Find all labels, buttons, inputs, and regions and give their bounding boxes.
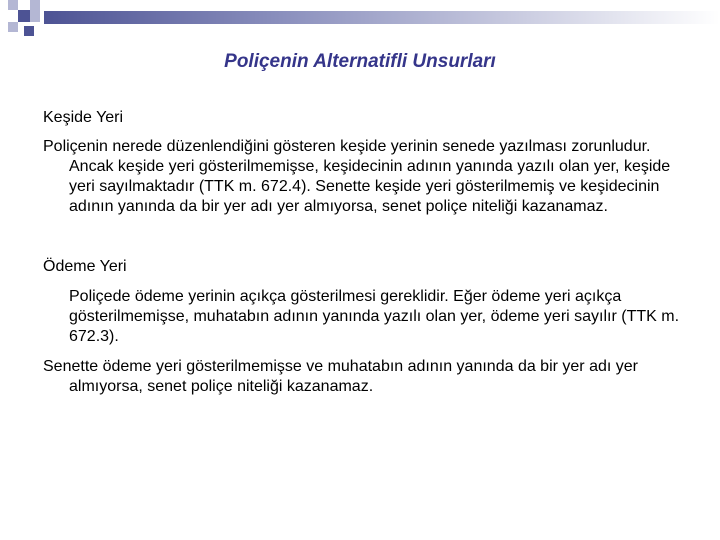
slide-content (43, 108, 683, 397)
keside-yeri-paragraph: Poliçenin nerede düzenlendiğini gösteren keşide yerinin senede yazılması zorunludur. Ancak keşide yeri gösterilmemişse, keşidecinin adının yanında yazılı olan yer, keşide yeri sayılmaktadır (TTK m. 672.4). Senette keşide yeri gösterilmemiş ve keşidecinin adının yanında da bir yer adı yer almıyorsa, senet poliçe niteliği kazanamaz. (43, 138, 671, 215)
decor-square (8, 0, 18, 10)
decor-square (18, 10, 30, 22)
decor-square (30, 0, 40, 10)
odeme-yeri-paragraph: Poliçede ödeme yerinin açıkça gösterilmesi gereklidir. Eğer ödeme yeri açıkça gösterilmemişse, muhatabın adının yanında yazılı olan yer, ödeme yeri sayılır (TTK m. 672.3). (69, 288, 680, 345)
odeme-yeri-second-paragraph: Senette ödeme yeri gösterilmemişse ve muhatabın adının yanında da bir yer adı yer almıyorsa, senet poliçe niteliği kazanamaz. (43, 358, 638, 395)
section-heading-keside-yeri: Keşide Yeri (43, 109, 124, 126)
decor-square (30, 10, 40, 22)
section-heading-odeme-yeri: Ödeme Yeri (43, 258, 127, 275)
decor-square (8, 22, 18, 32)
header-gradient-bar (44, 11, 720, 24)
slide-title: Poliçenin Alternatifli Unsurları (224, 51, 496, 72)
slide-decoration (0, 0, 720, 40)
decor-square (24, 26, 34, 36)
